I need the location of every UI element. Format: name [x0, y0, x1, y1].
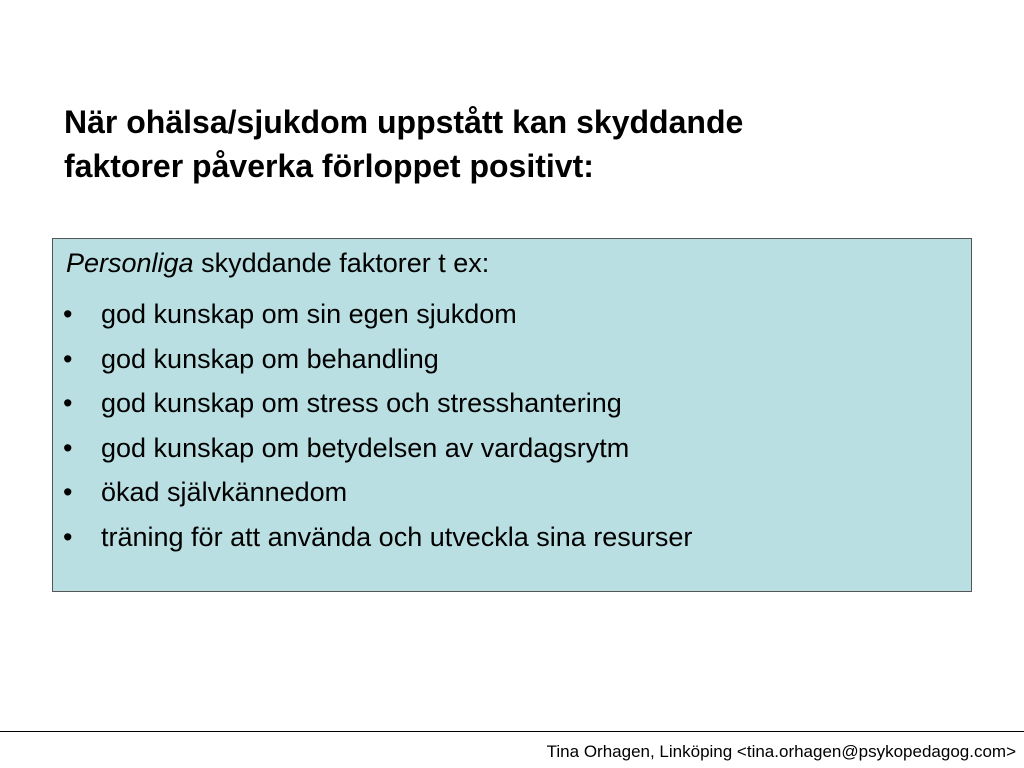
footer-credit: Tina Orhagen, Linköping <tina.orhagen@psykopedagog.com>	[546, 742, 1016, 761]
footer-divider	[0, 731, 1024, 732]
slide-title-line-1: När ohälsa/sjukdom uppstått kan skyddande	[64, 104, 744, 140]
intro-emphasis: Personliga	[66, 248, 194, 278]
bullet-icon: •	[63, 521, 73, 552]
slide-title-line-2: faktorer påverka förloppet positivt:	[64, 148, 594, 184]
bullet-icon: •	[63, 477, 73, 508]
intro-text: skyddande faktorer t ex:	[201, 248, 490, 278]
bullet-icon: •	[63, 343, 73, 374]
bullet-text: god kunskap om stress och stresshantering	[101, 388, 622, 419]
bullet-text: ökad självkännedom	[101, 477, 348, 508]
bullet-text: god kunskap om betydelsen av vardagsrytm	[101, 432, 630, 463]
bullet-text: god kunskap om sin egen sjukdom	[101, 299, 517, 329]
bullet-icon: •	[63, 432, 73, 463]
bullet-icon: •	[63, 299, 73, 329]
box-intro	[66, 246, 489, 280]
bullet-text: god kunskap om behandling	[101, 343, 439, 374]
bullet-icon: •	[63, 388, 73, 419]
bullet-text: träning för att använda och utveckla sina resurser	[101, 521, 693, 552]
slide-title	[64, 100, 964, 188]
protective-factors-box	[52, 238, 972, 592]
